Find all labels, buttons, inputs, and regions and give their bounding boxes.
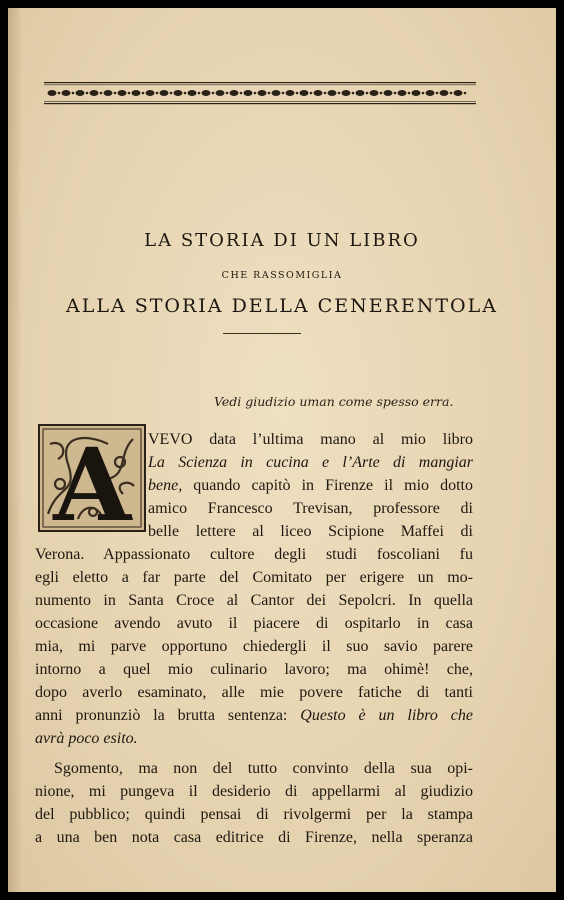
ornament-dot — [422, 92, 425, 95]
ornament-dot — [296, 92, 299, 95]
text-line: La Scienza in cucina e l’Arte di mangiar — [148, 454, 473, 471]
text-line — [35, 707, 473, 725]
text-line: belle lettere al liceo Scipione Maffei di — [148, 523, 473, 540]
text-line: Verona. Appassionato cultore degli studi foscoliani fu — [35, 546, 473, 563]
text-fragment: bene, — [148, 477, 183, 494]
decorated-initial — [38, 424, 146, 532]
text-line: occasione avendo avuto il piacere di ospitarlo in casa — [35, 615, 473, 632]
ornament-bead — [104, 90, 113, 96]
ornament-bead — [90, 90, 99, 96]
text-line: avrà poco esito. — [35, 730, 138, 747]
ornament-bead — [48, 90, 57, 96]
ornament-dot — [198, 92, 201, 95]
ornament-dot — [268, 92, 271, 95]
ornament-dot — [240, 92, 243, 95]
ornament-dot — [464, 92, 467, 95]
ornament-dot — [436, 92, 439, 95]
ornament-bead — [272, 90, 281, 96]
ornament-dot — [170, 92, 173, 95]
text-line: numento in Santa Croce al Cantor dei Sepolcri. In quella — [35, 592, 473, 609]
text-line: VEVO data l’ultima mano al mio libro — [148, 431, 473, 448]
ornament-dot — [128, 92, 131, 95]
ornament-dot — [226, 92, 229, 95]
ornament-bead — [426, 90, 435, 96]
text-fragment: anni pronunziò la brutta sentenza: — [35, 707, 301, 724]
ornament-bead — [440, 90, 449, 96]
ornament-bead — [202, 90, 211, 96]
drop-cap-letter: A — [53, 426, 131, 532]
text-line: a una ben nota casa editrice di Firenze, nella speranza — [35, 829, 473, 846]
ornament-bead — [314, 90, 323, 96]
ornament-dot — [254, 92, 257, 95]
ornament-dot — [86, 92, 89, 95]
ornament-dot — [212, 92, 215, 95]
text-line: del pubblico; quindi pensai di rivolgermi per la stampa — [35, 806, 473, 823]
text-line — [148, 477, 473, 495]
text-line: nione, mi pungeva il desiderio di appellarmi al giudizio — [35, 783, 473, 800]
ornament-dot — [394, 92, 397, 95]
ornament-bead — [328, 90, 337, 96]
ornament-bead — [244, 90, 253, 96]
ornament-dot — [408, 92, 411, 95]
text-line: dopo averlo esaminato, alle mie povere fatiche di tanti — [35, 684, 473, 701]
ornament-bead — [62, 90, 71, 96]
text-line: intorno a quel mio culinario lavoro; ma ohimè! che, — [35, 661, 473, 678]
ornament-dot — [156, 92, 159, 95]
text-fragment: Questo è un libro che — [300, 707, 474, 724]
ornament-dot — [352, 92, 355, 95]
text-line: mia, mi parve opportuno chiedergli il suo savio parere — [35, 638, 473, 655]
decorative-border-ornament — [44, 81, 476, 105]
title-rule — [223, 333, 301, 334]
ornament-dot — [324, 92, 327, 95]
ornament-bead — [384, 90, 393, 96]
ornament-dot — [142, 92, 145, 95]
text-line: Sgomento, ma non del tutto convinto della sua opi- — [54, 760, 473, 777]
ornament-dot — [58, 92, 61, 95]
ornament-bead — [258, 90, 267, 96]
ornament-bead — [300, 90, 309, 96]
chapter-title-line-2: ALLA STORIA DELLA CENERENTOLA — [66, 295, 498, 317]
ornament-bead — [412, 90, 421, 96]
ornament-dot — [338, 92, 341, 95]
book-page — [8, 8, 556, 892]
epigraph: Vedi giudizio uman come spesso erra. — [214, 394, 454, 409]
ornament-bead — [118, 90, 127, 96]
ornament-dot — [184, 92, 187, 95]
chapter-subtitle: CHE RASSOMIGLIA — [221, 270, 343, 281]
ornament-dot — [282, 92, 285, 95]
ornament-bead — [356, 90, 365, 96]
ornament-bead — [76, 90, 85, 96]
ornament-bead — [216, 90, 225, 96]
ornament-dot — [114, 92, 117, 95]
chapter-title-line-1: LA STORIA DI UN LIBRO — [144, 230, 420, 251]
text-fragment: quando capitò in Firenze il mio dotto — [182, 477, 473, 494]
ornament-bead — [398, 90, 407, 96]
ornament-dot — [366, 92, 369, 95]
ornament-dot — [380, 92, 383, 95]
ornament-bead — [370, 90, 379, 96]
ornament-bead — [454, 90, 463, 96]
ornament-dot — [72, 92, 75, 95]
ornament-bead — [132, 90, 141, 96]
ornament-bead — [230, 90, 239, 96]
ornament-bead — [160, 90, 169, 96]
text-line: egli eletto a far parte del Comitato per erigere un mo- — [35, 569, 473, 586]
ornament-bead — [342, 90, 351, 96]
ornament-bead — [174, 90, 183, 96]
ornament-dot — [450, 92, 453, 95]
ornament-bead — [146, 90, 155, 96]
page-shadow — [8, 8, 22, 892]
ornament-dot — [100, 92, 103, 95]
ornament-bead — [286, 90, 295, 96]
text-line: amico Francesco Trevisan, professore di — [148, 500, 473, 517]
ornament-dot — [310, 92, 313, 95]
ornament-bead — [188, 90, 197, 96]
